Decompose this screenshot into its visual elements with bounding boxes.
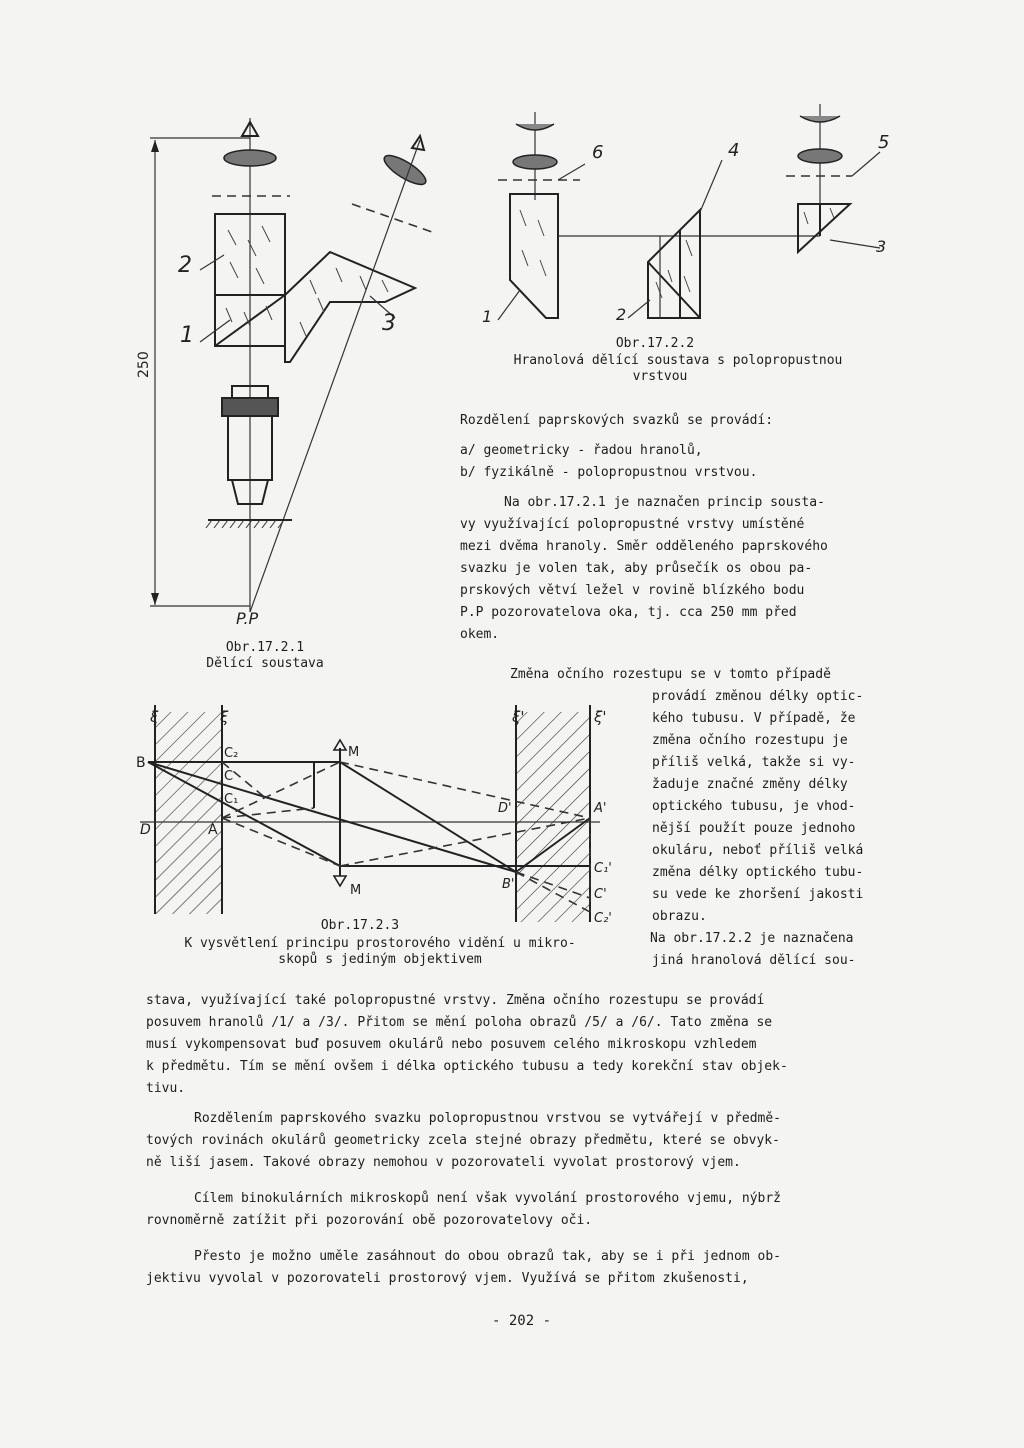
fig2-label-6: 6 [592, 142, 604, 163]
text-line: stava, využívající také polopropustné vrstvy. Změna očního rozestupu se provádí [146, 993, 765, 1008]
fig1-label-2: 2 [178, 253, 192, 278]
text-line: Cílem binokulárních mikroskopů není však vyvolání prostorového vjemu, nýbrž [194, 1191, 781, 1206]
fig3-label-xi-4: ξ' [594, 708, 607, 726]
text-line: mezi dvěma hranoly. Směr odděleného paprskového [460, 539, 828, 554]
fig1-caption-title: Dělící soustava [206, 656, 324, 671]
text-line: posuvem hranolů /1/ a /3/. Přitom se mění poloha obrazů /5/ a /6/. Tato změna se [146, 1015, 773, 1030]
text-line: kého tubusu. V případě, že [652, 711, 856, 726]
text-line: b/ fyzikálně - polopropustnou vrstvou. [460, 465, 758, 480]
text-line: musí vykompensovat buď posuvem okulárů nebo posuvem celého mikroskopu vzhledem [146, 1037, 757, 1052]
text-line: nější použít pouze jednoho [652, 821, 856, 836]
text-line: svazku je volen tak, aby průsečík os obou pa- [460, 561, 813, 576]
fig3-label-xi-1: ξ [150, 708, 159, 726]
fig1-label-3: 3 [382, 311, 396, 336]
fig3-label-C1-prime: C₁' [594, 861, 612, 876]
fig3-label-C: C [224, 769, 234, 784]
fig2-caption-number: Obr.17.2.2 [615, 336, 695, 351]
fig3-label-M-top: M [348, 745, 360, 760]
text-line: rovnoměrně zatížit při pozorování obě pozorovatelovy oči. [146, 1213, 593, 1228]
text-line: prskových větví ležel v rovině blízkého bodu [460, 583, 805, 598]
text-line: a/ geometricky - řadou hranolů, [460, 443, 703, 458]
text-line: okem. [460, 627, 500, 642]
fig3-label-B-prime: B' [502, 877, 515, 892]
fig3-label-C2-prime: C₂' [594, 911, 612, 926]
text-line: vy využívající polopropustné vrstvy umístěné [460, 517, 805, 532]
fig3-label-D: D [140, 822, 151, 838]
fig2-label-1: 1 [482, 307, 493, 326]
fig2-caption-title-2: vrstvou [632, 369, 688, 384]
right-column-text [460, 410, 930, 646]
fig1-label-pp: P.P [236, 609, 259, 628]
text-line: okuláru, neboť příliš velká [652, 843, 864, 858]
text-line: obrazu. [652, 909, 707, 924]
text-line: změna očního rozestupu je [652, 733, 848, 748]
full-width-text [146, 990, 936, 1290]
fig3-label-xi-3: ξ' [512, 708, 525, 726]
fig3-caption-title-2: skopů s jediným objektivem [278, 952, 482, 967]
fig3-caption-number: Obr.17.2.3 [320, 918, 400, 933]
text-line: Rozdělení paprskových svazků se provádí: [460, 413, 774, 428]
fig3-label-A: A [208, 822, 218, 838]
text-line: k předmětu. Tím se mění ovšem i délka optického tubusu a tedy korekční stav objek- [146, 1059, 788, 1074]
fig3-label-M-bottom: M [350, 883, 362, 898]
text-line: žaduje značné změny délky [652, 777, 848, 792]
fig2-label-3: 3 [876, 237, 887, 256]
fig3-label-C2: C₂ [224, 746, 239, 761]
fig3-label-xi-2: ξ [220, 708, 229, 726]
text-line: Rozdělením paprskového svazku polopropustnou vrstvou se vytvářejí v předmě- [194, 1111, 781, 1126]
text-line: tivu. [146, 1081, 186, 1096]
text-line: provádí změnou délky optic- [652, 689, 864, 704]
fig2-label-4: 4 [728, 140, 740, 161]
fig2-label-2: 2 [616, 305, 627, 324]
fig2-label-5: 5 [878, 132, 890, 153]
page-number: - 202 - [492, 1313, 552, 1329]
text-line: P.P pozorovatelova oka, tj. cca 250 mm před [460, 605, 797, 620]
text-line: su vede ke zhoršení jakosti [652, 887, 864, 902]
text-line: příliš velká, takže si vy- [652, 755, 856, 770]
text-line: Na obr.17.2.1 je naznačen princip sousta- [504, 495, 825, 510]
text-line: ně liší jasem. Takové obrazy nemohou v pozorovateli vyvolat prostorový vjem. [146, 1155, 741, 1170]
fig3-label-C1: C₁ [224, 792, 239, 807]
fig1-caption-number: Obr.17.2.1 [225, 640, 305, 655]
fig2-caption-title-1: Hranolová dělící soustava s polopropustnou [513, 353, 843, 368]
fig3-label-B: B [136, 755, 146, 771]
fig1-dimension-250: 250 [136, 351, 152, 378]
fig3-label-C-prime: C' [594, 887, 607, 902]
text-line: tových rovinách okulárů geometricky zcela stejné obrazy předmětu, které se obvyk- [146, 1133, 780, 1148]
mid-column-first-line: Změna očního rozestupu se v tomto případě [510, 667, 831, 682]
text-line: Přesto je možno uměle zasáhnout do obou obrazů tak, aby se i při jednom ob- [194, 1249, 781, 1264]
text-line: Na obr.17.2.2 je naznačena [650, 931, 854, 946]
text-line: změna délky optického tubu- [652, 865, 864, 880]
fig3-caption-title-1: K vysvětlení principu prostorového vidění u mikro- [184, 936, 576, 951]
fig3-label-D-prime: D' [498, 801, 512, 816]
text-line: jiná hranolová dělící sou- [652, 953, 856, 968]
fig3-label-A-prime: A' [594, 801, 607, 816]
text-line: jektivu vyvolal v pozorovateli prostorový vjem. Využívá se přitom zkušenosti, [146, 1271, 749, 1286]
fig1-label-1: 1 [180, 323, 194, 348]
mid-column-text [652, 686, 922, 972]
text-line: optického tubusu, je vhod- [652, 799, 856, 814]
